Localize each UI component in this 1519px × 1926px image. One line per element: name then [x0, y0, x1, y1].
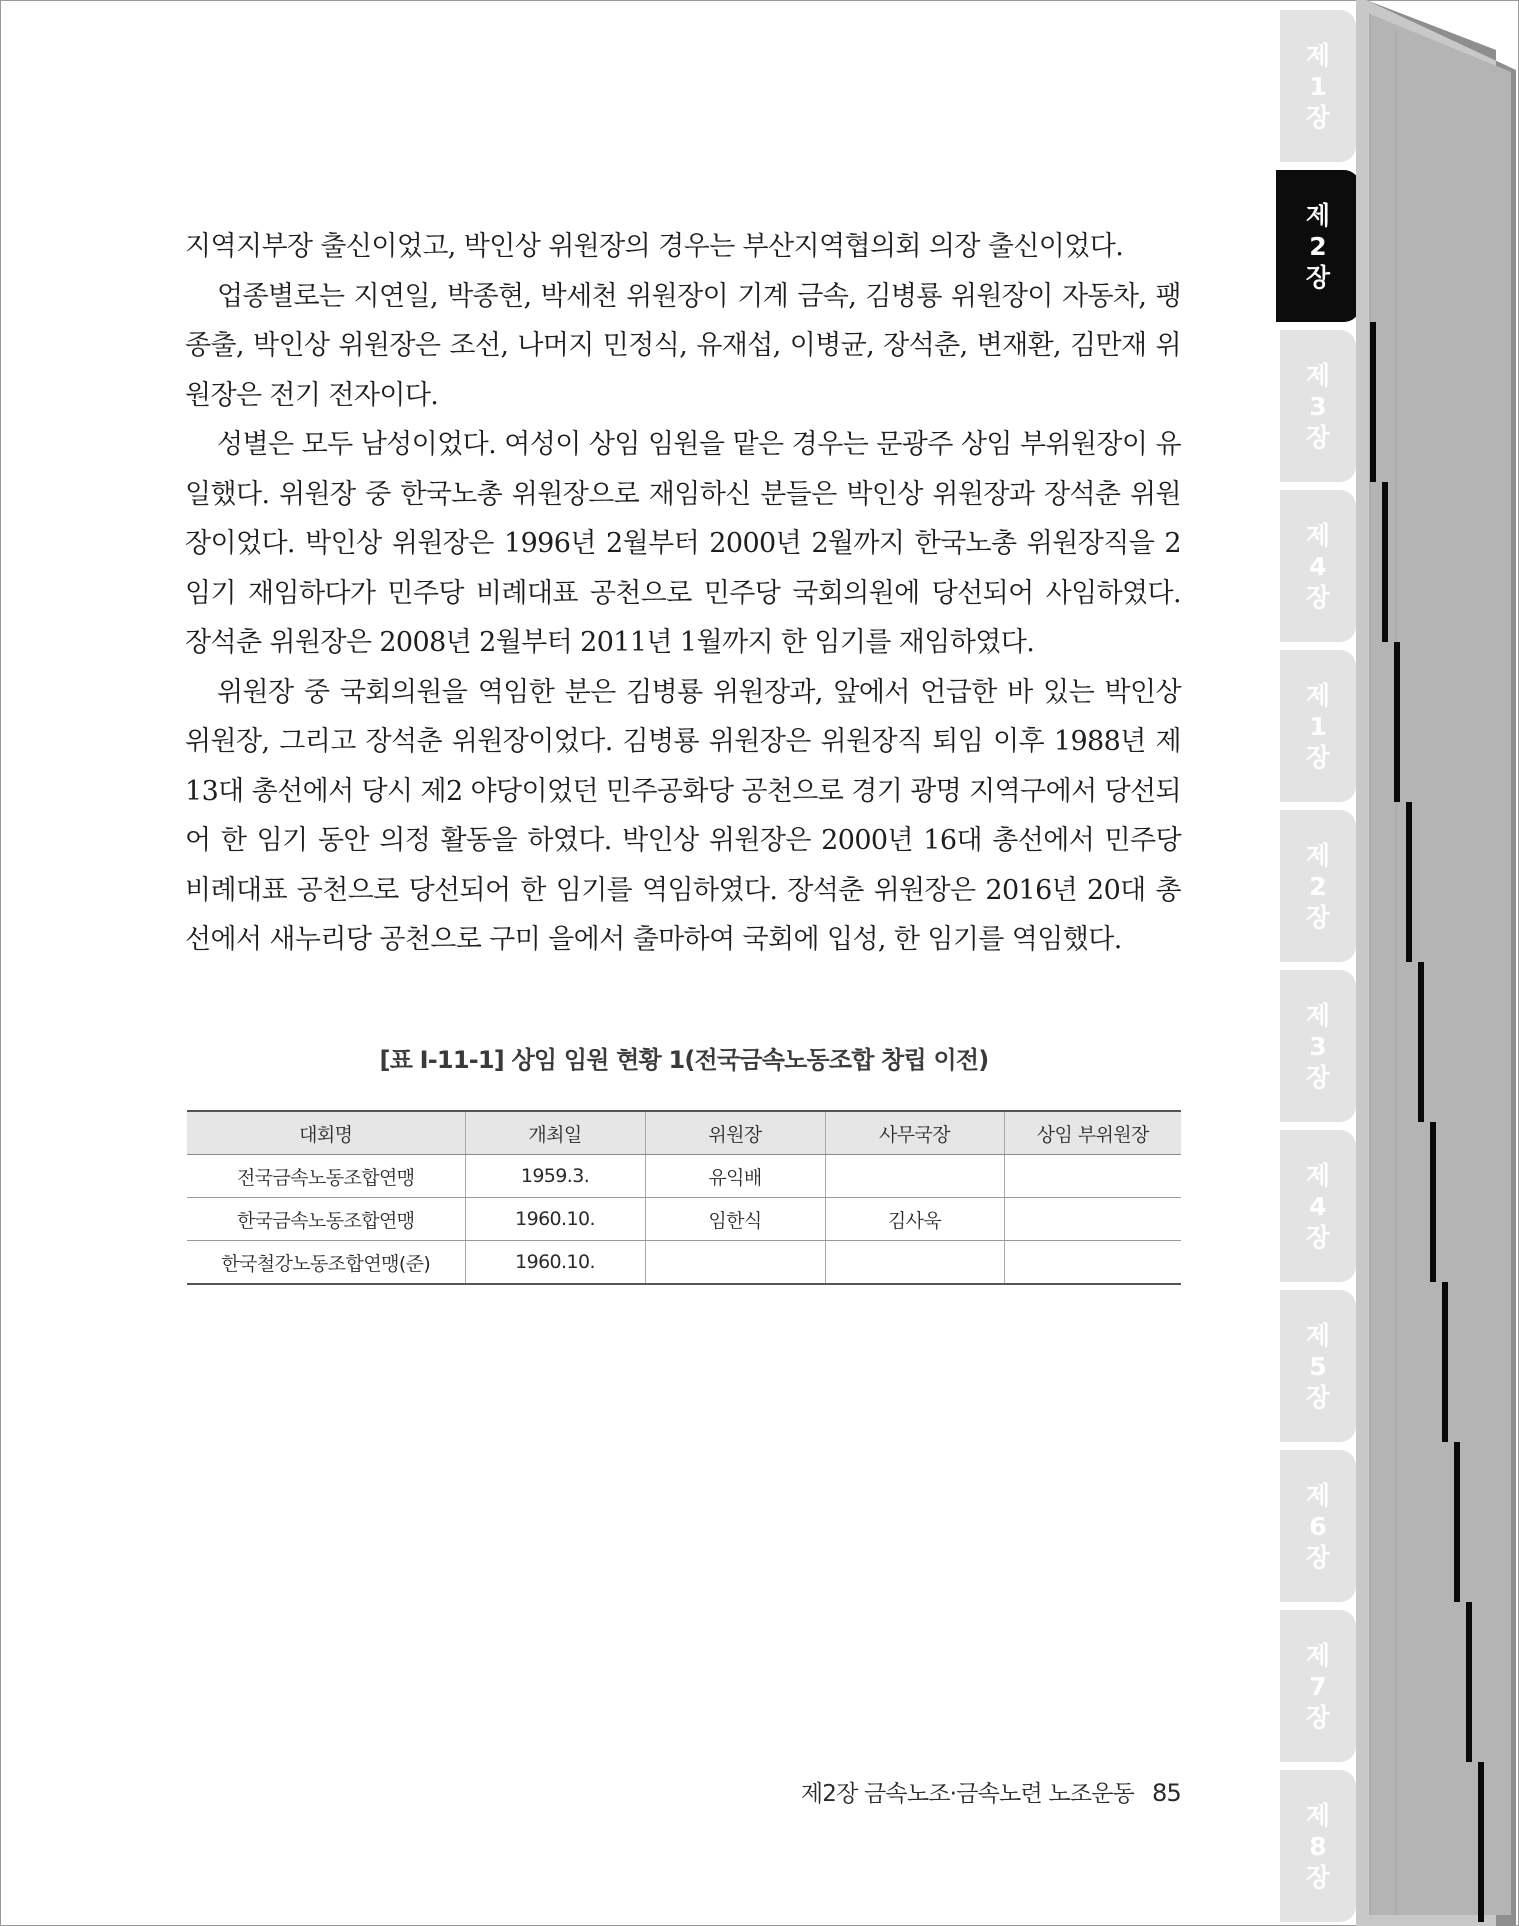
- table-caption: [표 Ⅰ-11-1] 상임 임원 현황 1(전국금속노동조합 창립 이전): [379, 1046, 989, 1074]
- body-text: [185, 222, 1181, 965]
- table-cell: 임한식: [645, 1198, 825, 1241]
- table-cell: [1004, 1241, 1181, 1285]
- chapter-tab[interactable]: [1280, 1290, 1356, 1442]
- header-secretary-general: 사무국장: [825, 1111, 1004, 1155]
- chapter-tab-label: 제 7 장: [1305, 1640, 1331, 1732]
- table-cell: 전국금속노동조합연맹: [187, 1155, 465, 1198]
- table-row: [187, 1198, 1181, 1241]
- table-cell: 한국철강노동조합연맹(준): [187, 1241, 465, 1285]
- chapter-tab[interactable]: [1276, 170, 1360, 322]
- officers-table: [187, 1110, 1181, 1285]
- chapter-tab-label: 제 2 장: [1305, 840, 1331, 932]
- header-vice-chairman: 상임 부위원장: [1004, 1111, 1181, 1155]
- table-cell: 1960.10.: [465, 1241, 645, 1285]
- chapter-tab-label: 제 1 장: [1305, 40, 1331, 132]
- book-page-edge: [1356, 0, 1516, 1926]
- header-chairman: 위원장: [645, 1111, 825, 1155]
- table-cell: 김사욱: [825, 1198, 1004, 1241]
- table-cell: [1004, 1155, 1181, 1198]
- edge-index-mark: [1406, 802, 1412, 962]
- edge-index-mark: [1382, 482, 1388, 642]
- chapter-tab-label: 제 6 장: [1305, 1480, 1331, 1572]
- chapter-tab[interactable]: [1280, 1450, 1356, 1602]
- chapter-tab-label: 제 3 장: [1305, 360, 1331, 452]
- header-meeting-name: 대회명: [187, 1111, 465, 1155]
- chapter-tab[interactable]: [1280, 1610, 1356, 1762]
- page-number: 85: [1152, 1779, 1181, 1807]
- chapter-tab[interactable]: [1280, 1130, 1356, 1282]
- footer-chapter-title: 제2장 금속노조·금속노련 노조운동: [800, 1781, 1135, 1807]
- table-cell: 유익배: [645, 1155, 825, 1198]
- chapter-tab-label: 제 4 장: [1305, 1160, 1331, 1252]
- chapter-tab[interactable]: [1280, 1770, 1356, 1922]
- chapter-tab-label: 제 5 장: [1305, 1320, 1331, 1412]
- table-row: [187, 1241, 1181, 1285]
- chapter-tab-label: 제 8 장: [1305, 1800, 1331, 1892]
- chapter-tab-label: 제 4 장: [1305, 520, 1331, 612]
- edge-index-mark: [1454, 1442, 1460, 1602]
- edge-index-mark: [1370, 322, 1376, 482]
- chapter-tab[interactable]: [1280, 650, 1356, 802]
- table-cell: 1960.10.: [465, 1198, 645, 1241]
- chapter-tab[interactable]: [1280, 330, 1356, 482]
- chapter-tab[interactable]: [1280, 970, 1356, 1122]
- body-paragraph: 지역지부장 출신이었고, 박인상 위원장의 경우는 부산지역협의회 의장 출신이었다.: [185, 231, 1124, 262]
- edge-index-mark: [1478, 1762, 1484, 1922]
- header-date: 개최일: [465, 1111, 645, 1155]
- chapter-tabs: [1280, 0, 1358, 1926]
- edge-index-mark: [1466, 1602, 1472, 1762]
- edge-index-mark: [1418, 962, 1424, 1122]
- chapter-tab[interactable]: [1280, 10, 1356, 162]
- chapter-tab-label: 제 2 장: [1305, 200, 1331, 292]
- chapter-tab-label: 제 3 장: [1305, 1000, 1331, 1092]
- table-cell: 한국금속노동조합연맹: [187, 1198, 465, 1241]
- chapter-tab[interactable]: [1280, 490, 1356, 642]
- body-paragraph: 업종별로는 지연일, 박종현, 박세천 위원장이 기계 금속, 김병룡 위원장이 자동차, 팽종출, 박인상 위원장은 조선, 나머지 민정식, 유재섭, 이병균, 장석춘, 변재환, 김만재 위원장은 전기 전자이다.: [185, 280, 1181, 411]
- table-row: [187, 1155, 1181, 1198]
- edge-index-mark: [1430, 1122, 1436, 1282]
- table-cell: [825, 1155, 1004, 1198]
- page-footer: [800, 1775, 1181, 1808]
- body-paragraph: 성별은 모두 남성이었다. 여성이 상임 임원을 맡은 경우는 문광주 상임 부위원장이 유일했다. 위원장 중 한국노총 위원장으로 재임하신 분들은 박인상 위원장과 장석춘 위원장이었다. 박인상 위원장은 1996년 2월부터 2000년 2월까지 한국노총 위원장직을 2임기 재임하다가 민주당 비례대표 공천으로 민주당 국회의원에 당선되어 사임하였다. 장석춘 위원장은 2008년 2월부터 2011년 1월까지 한 임기를 재임하였다.: [185, 429, 1181, 658]
- edge-index-mark: [1394, 642, 1400, 802]
- table-cell: [1004, 1198, 1181, 1241]
- chapter-tab[interactable]: [1280, 810, 1356, 962]
- table-cell: [825, 1241, 1004, 1285]
- table-cell: 1959.3.: [465, 1155, 645, 1198]
- chapter-tab-label: 제 1 장: [1305, 680, 1331, 772]
- table-header-row: [187, 1111, 1181, 1155]
- edge-index-mark: [1442, 1282, 1448, 1442]
- body-paragraph: 위원장 중 국회의원을 역임한 분은 김병룡 위원장과, 앞에서 언급한 바 있는 박인상 위원장, 그리고 장석춘 위원장이었다. 김병룡 위원장은 위원장직 퇴임 이후 1988년 제13대 총선에서 당시 제2 야당이었던 민주공화당 공천으로 경기 광명 지역구에서 당선되어 한 임기 동안 의정 활동을 하였다. 박인상 위원장은 2000년 16대 총선에서 민주당 비례대표 공천으로 당선되어 한 임기를 역임하였다. 장석춘 위원장은 2016년 20대 총선에서 새누리당 공천으로 구미 을에서 출마하여 국회에 입성, 한 임기를 역임했다.: [185, 676, 1181, 955]
- table-cell: [645, 1241, 825, 1285]
